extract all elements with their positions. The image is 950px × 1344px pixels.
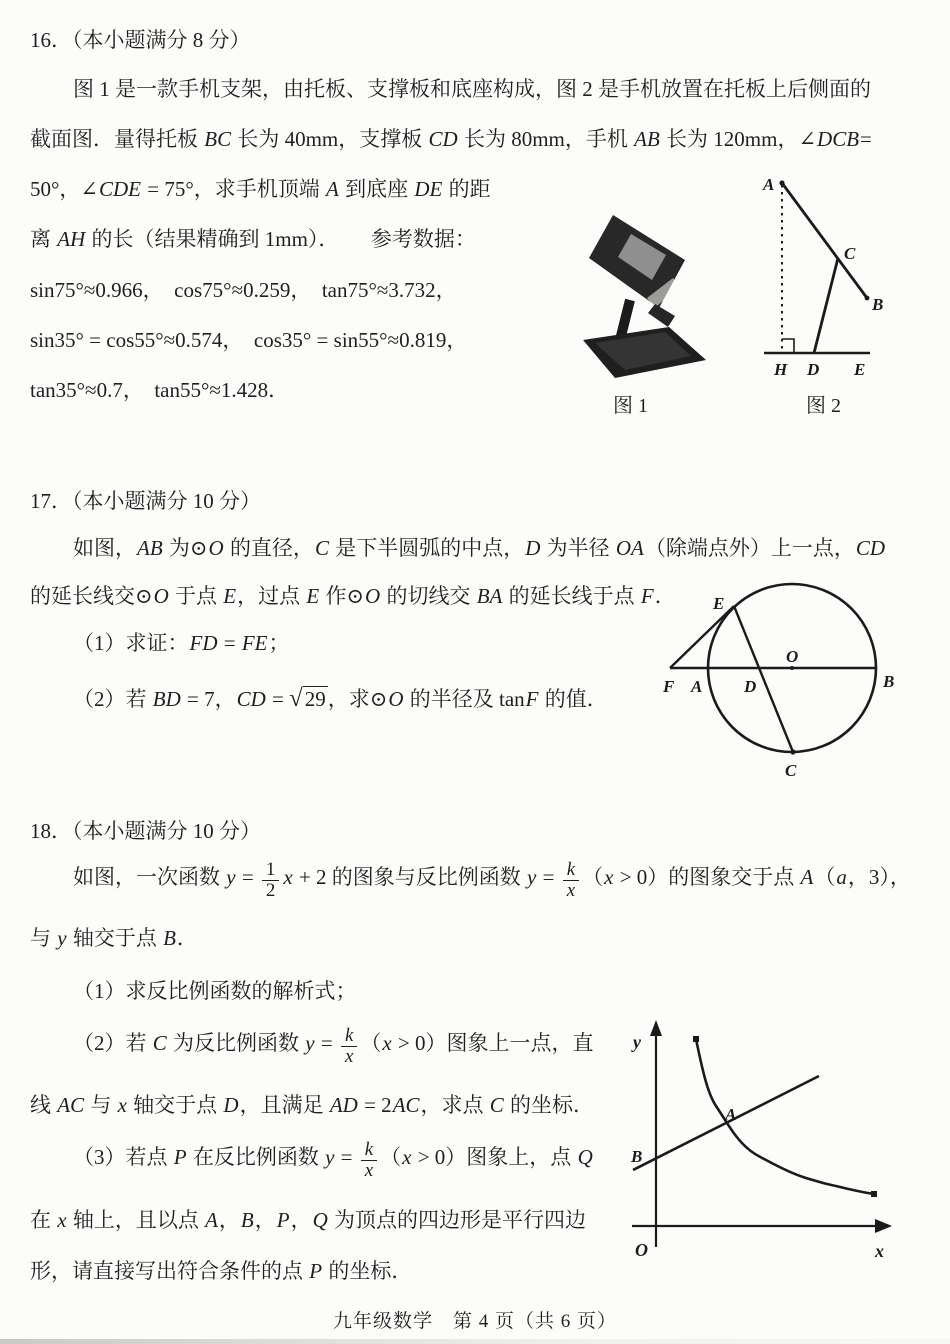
p18-part-3-line-1: （3）若点 P 在反比例函数 y = $\frac{k}{x}$ （x > 0）图象上，点 Q bbox=[73, 1138, 593, 1181]
label-F: F bbox=[663, 677, 675, 696]
p16-line-2: 截面图．量得托板 BC 长为 40mm，支撑板 CD 长为 80mm，手机 AB 长为 120mm，∠DCB= bbox=[30, 127, 872, 151]
label-x: x bbox=[875, 1241, 884, 1261]
curve-end-top bbox=[693, 1036, 699, 1042]
point-B-dot bbox=[865, 296, 870, 301]
point-A-dot bbox=[779, 180, 784, 185]
p17-part-2: （2）若 BD = 7，CD = √29，求⊙O 的半径及 tanF 的值． bbox=[73, 685, 608, 712]
label-E: E bbox=[854, 360, 866, 379]
p18-part-1: （1）求反比例函数的解析式； bbox=[73, 979, 357, 1003]
p17-line-1: 如图，AB 为⊙O 的直径，C 是下半圆弧的中点，D 为半径 OA（除端点外）上一点，CD bbox=[73, 536, 886, 560]
p16-line-4: 离 AH 的长（结果精确到 1mm）． 参考数据： bbox=[30, 227, 476, 251]
p18-line-1: 如图，一次函数 y = $\frac{1}{2}$ x + 2 的图象与反比例函数 y = $\frac{k}{x}$ （x > 0）的图象交于点 A（a，3）， bbox=[73, 858, 911, 901]
tangent-line-FE bbox=[670, 606, 734, 668]
label-B: B bbox=[631, 1147, 643, 1166]
phone-line-AB bbox=[782, 183, 867, 298]
p18-line-2: 与 y 轴交于点 B． bbox=[30, 926, 198, 950]
label-B: B bbox=[872, 295, 884, 314]
label-E: E bbox=[713, 594, 725, 613]
p18-part-2-line-1: （2）若 C 为反比例函数 y = $\frac{k}{x}$ （x > 0）图象上一点，直 bbox=[73, 1024, 594, 1067]
phone-stand-photo bbox=[573, 200, 748, 385]
label-H: H bbox=[774, 360, 788, 379]
figure2-diagram bbox=[750, 163, 905, 385]
label-D: D bbox=[744, 677, 757, 696]
scan-edge-shadow bbox=[0, 1339, 950, 1344]
right-angle-mark bbox=[782, 339, 794, 353]
label-A: A bbox=[763, 175, 775, 194]
figure2-caption: 图 2 bbox=[806, 395, 841, 417]
p16-trig-line-2: sin35° = cos55°≈0.574， cos35° = sin55°≈0.819， bbox=[30, 328, 468, 352]
label-C: C bbox=[785, 761, 797, 780]
p18-part-2-line-2: 线 AC 与 x 轴交于点 D，且满足 AD = 2AC，求点 C 的坐标． bbox=[30, 1093, 595, 1117]
x-axis-arrow bbox=[875, 1219, 892, 1233]
chord-line-EC bbox=[734, 606, 793, 752]
hyperbola-curve bbox=[696, 1039, 874, 1194]
p18-part-3-line-3: 形，请直接写出符合条件的点 P 的坐标． bbox=[30, 1259, 413, 1283]
y-axis-arrow bbox=[650, 1020, 662, 1036]
function-graph bbox=[615, 1015, 915, 1265]
p16-line-1: 图 1 是一款手机支架，由托板、支撑板和底座构成，图 2 是手机放置在托板上后侧面的 bbox=[73, 77, 871, 101]
point-C-dot bbox=[790, 749, 795, 754]
label-y: y bbox=[633, 1032, 641, 1052]
p17-part-1: （1）求证：FD = FE； bbox=[73, 631, 290, 655]
page-footer: 九年级数学 第 4 页（共 6 页） bbox=[332, 1311, 617, 1332]
label-D: D bbox=[807, 360, 820, 379]
p18-header: 18．（本小题满分 10 分） bbox=[30, 819, 261, 843]
p17-line-2: 的延长线交⊙O 于点 E，过点 E 作⊙O 的切线交 BA 的延长线于点 F． bbox=[30, 584, 676, 608]
figure1-caption: 图 1 bbox=[613, 395, 648, 417]
circle-diagram bbox=[655, 575, 905, 787]
support-line-CD bbox=[814, 258, 838, 353]
label-C: C bbox=[844, 244, 856, 263]
p18-part-3-line-2: 在 x 轴上，且以点 A，B，P，Q 为顶点的四边形是平行四边 bbox=[30, 1208, 586, 1232]
label-O: O bbox=[786, 647, 799, 666]
label-A: A bbox=[725, 1105, 737, 1124]
center-dot bbox=[790, 666, 794, 670]
label-A: A bbox=[691, 677, 703, 696]
label-O: O bbox=[635, 1240, 648, 1260]
label-B: B bbox=[883, 672, 895, 691]
p16-header: 16．（本小题满分 8 分） bbox=[30, 28, 251, 52]
curve-end-right bbox=[871, 1191, 877, 1197]
p17-header: 17．（本小题满分 10 分） bbox=[30, 489, 261, 513]
p16-line-3: 50°，∠CDE = 75°，求手机顶端 A 到底座 DE 的距 bbox=[30, 177, 491, 201]
p16-trig-line-3: tan35°≈0.7， tan55°≈1.428． bbox=[30, 378, 290, 402]
stand-hook bbox=[648, 304, 675, 327]
p16-trig-line-1: sin75°≈0.966， cos75°≈0.259， tan75°≈3.732， bbox=[30, 278, 457, 302]
